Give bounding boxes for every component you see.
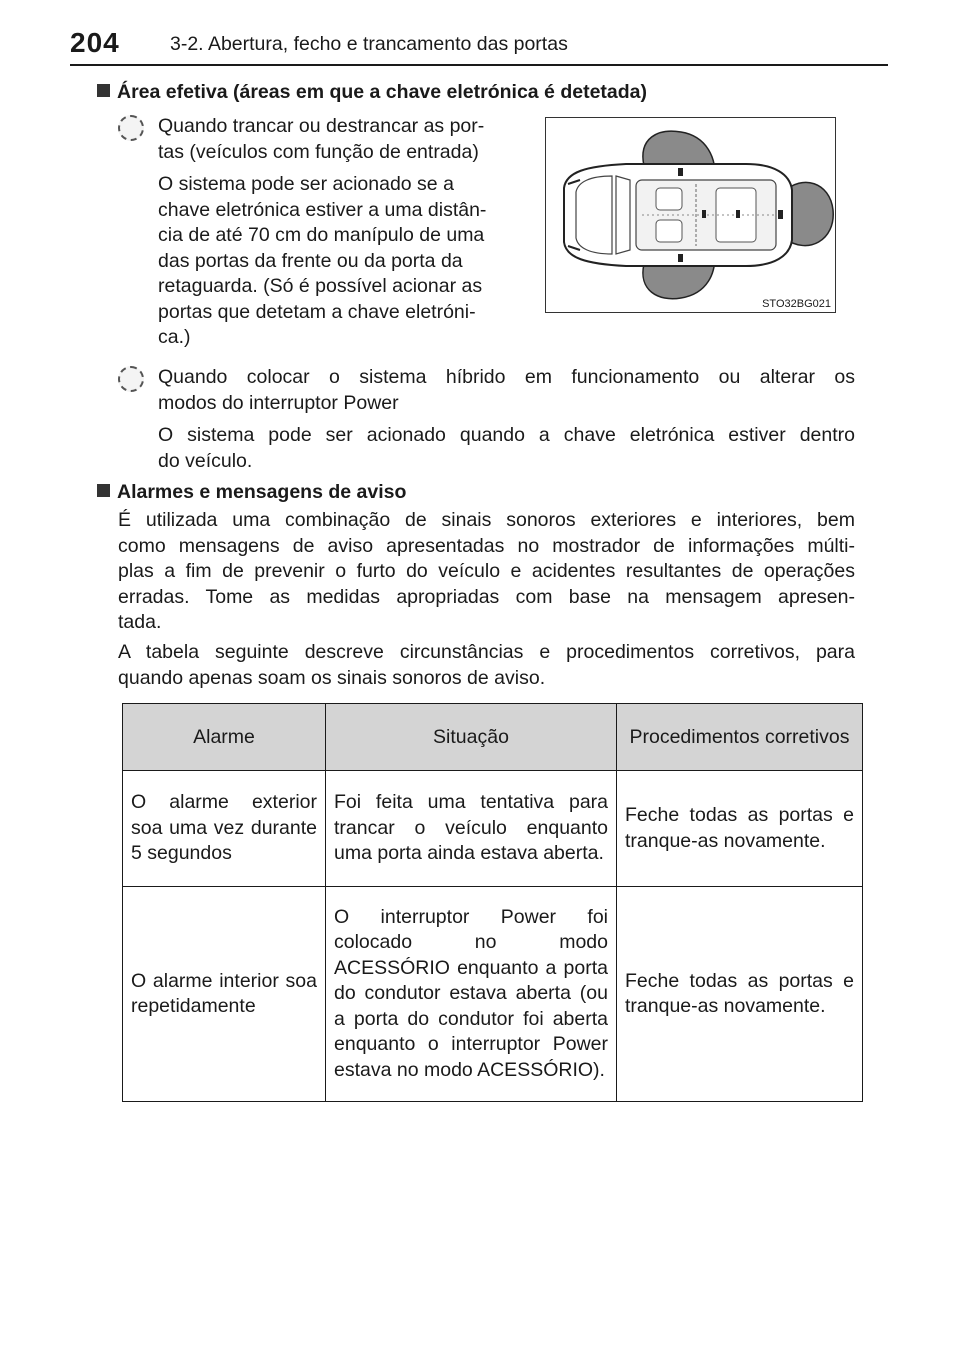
antenna-marker <box>778 210 783 219</box>
item1-title <box>158 114 518 165</box>
situation-cell: Foi feita uma tentativa para trancar o veículo enquanto uma porta ainda estava aberta. <box>326 771 617 887</box>
antenna-marker <box>678 168 683 176</box>
square-bullet-icon <box>97 484 110 497</box>
item1-title-line: Quando trancar ou destrancar as por- <box>158 115 485 137</box>
item1-body <box>158 172 518 351</box>
item1-body-line: cia de até 70 cm do manípulo de uma <box>158 224 485 246</box>
car-top-view-illustration <box>546 118 834 311</box>
alarm-cell: O alarme interior soa repetidamente <box>123 887 326 1102</box>
effective-area-heading <box>97 81 647 104</box>
paragraph-line: quando apenas soam os sinais sonoros de aviso. <box>118 666 546 689</box>
antenna-marker <box>736 210 740 218</box>
item1-body-line: chave eletrónica estiver a uma distân- <box>158 198 487 221</box>
procedure-cell: Feche todas as portas e tranque-as novamente. <box>617 771 863 887</box>
page-header <box>0 0 960 66</box>
column-header-situation: Situação <box>326 704 617 771</box>
paragraph-line: erradas. Tome as medidas apropriadas com base na mensagem apresen- <box>118 585 855 608</box>
paragraph-line: como mensagens de aviso apresentadas no mostrador de informações múlti- <box>118 534 855 557</box>
item1-body-line: O sistema pode ser acionado se a <box>158 173 454 195</box>
alarms-paragraph-2 <box>118 640 855 691</box>
item1-body-line: retaguarda. (Só é possível acionar as <box>158 275 483 297</box>
alarms-table <box>122 703 863 1102</box>
column-header-procedure: Procedimentos corretivos <box>617 704 863 771</box>
alarms-heading-text: Alarmes e mensagens de aviso <box>117 481 407 503</box>
alarm-cell: O alarme exterior soa uma vez durante 5 segundos <box>123 771 326 887</box>
dashed-circle-icon <box>118 366 144 392</box>
square-bullet-icon <box>97 84 110 97</box>
dashed-circle-icon <box>118 115 144 141</box>
table-row <box>123 887 863 1102</box>
table-header-row <box>123 704 863 771</box>
table-row <box>123 771 863 887</box>
procedure-cell: Feche todas as portas e tranque-as novamente. <box>617 887 863 1102</box>
column-header-alarm: Alarme <box>123 704 326 771</box>
item1-body-line: das portas da frente ou da porta da <box>158 249 463 272</box>
seat <box>656 188 682 210</box>
item2-body-line: do veículo. <box>158 449 253 472</box>
situation-cell: O interruptor Power foi colocado no modo ACESSÓRIO enquanto a porta do condutor estava aberta (ou a porta do condutor foi aberta enquanto o interruptor Power estava no modo ACESSÓRIO). <box>326 887 617 1102</box>
item2-title-line: Quando colocar o sistema híbrido em funcionamento ou alterar os <box>158 366 855 388</box>
effective-area-heading-text: Área efetiva (áreas em que a chave eletrónica é detetada) <box>117 81 648 103</box>
item2-body <box>158 423 855 474</box>
figure-code-label: STO32BG021 <box>762 298 831 310</box>
section-title: 3-2. Abertura, fecho e trancamento das portas <box>170 33 568 55</box>
item2-title-line: modos do interruptor Power <box>158 391 399 414</box>
item1-body-line: ca.) <box>158 326 191 348</box>
page-number: 204 <box>70 27 120 58</box>
antenna-marker <box>678 254 683 262</box>
item1-title-line: tas (veículos com função de entrada) <box>158 140 479 163</box>
item1-body-line: portas que detetam a chave eletróni- <box>158 300 476 323</box>
paragraph-line: plas a fim de prevenir o furto do veículo e acidentes resultantes de operações <box>118 560 855 582</box>
item2-title <box>158 365 855 416</box>
seat <box>656 220 682 242</box>
paragraph-line: tada. <box>118 611 162 633</box>
antenna-marker <box>702 210 706 218</box>
header-divider <box>70 64 888 66</box>
paragraph-line: É utilizada uma combinação de sinais sonoros exteriores e interiores, bem <box>118 509 855 531</box>
alarms-paragraph-1 <box>118 508 855 636</box>
paragraph-line: A tabela seguinte descreve circunstâncias e procedimentos corretivos, para <box>118 641 855 663</box>
item2-body-line: O sistema pode ser acionado quando a chave eletrónica estiver dentro <box>158 424 855 446</box>
alarms-heading <box>97 481 406 504</box>
key-detection-area-figure <box>545 117 836 313</box>
